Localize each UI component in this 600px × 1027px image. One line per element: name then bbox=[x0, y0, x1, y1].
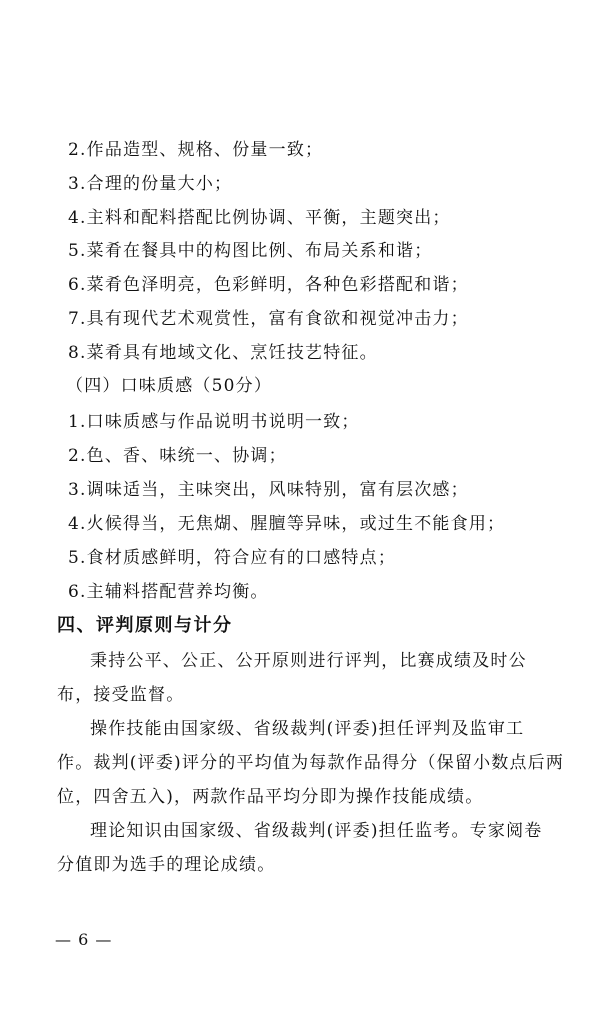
criteria-item: 3.调味适当，主味突出，风味特别，富有层次感； bbox=[68, 480, 469, 500]
paragraph-line: 分值即为选手的理论成绩。 bbox=[57, 855, 276, 875]
criteria-item: 4.火候得当，无焦煳、腥膻等异味，或过生不能食用； bbox=[68, 514, 506, 534]
criteria-item: 3.合理的份量大小； bbox=[68, 174, 233, 194]
criteria-item: 1.口味质感与作品说明书说明一致； bbox=[68, 412, 360, 432]
criteria-item: 5.菜肴在餐具中的构图比例、布局关系和谐； bbox=[68, 241, 433, 261]
paragraph-line: 布，接受监督。 bbox=[57, 685, 185, 705]
subsection-title: （四）口味质感（50分） bbox=[66, 376, 273, 396]
criteria-item: 2.色、香、味统一、协调； bbox=[68, 446, 287, 466]
section-title: 四、评判原则与计分 bbox=[57, 615, 233, 636]
criteria-item: 6.菜肴色泽明亮，色彩鲜明，各种色彩搭配和谐； bbox=[68, 275, 469, 295]
paragraph-line: 秉持公平、公正、公开原则进行评判，比赛成绩及时公 bbox=[90, 651, 527, 671]
criteria-item: 5.食材质感鲜明，符合应有的口感特点； bbox=[68, 548, 397, 568]
criteria-item: 7.具有现代艺术观赏性，富有食欲和视觉冲击力； bbox=[68, 309, 469, 329]
paragraph-line: 操作技能由国家级、省级裁判(评委)担任评判及监审工 bbox=[90, 719, 525, 739]
page-number: — 6 — bbox=[55, 930, 113, 949]
criteria-item: 8.菜肴具有地域文化、烹饪技艺特征。 bbox=[68, 343, 378, 363]
paragraph-line: 理论知识由国家级、省级裁判(评委)担任监考。专家阅卷 bbox=[90, 821, 543, 841]
criteria-item: 6.主辅料搭配营养均衡。 bbox=[68, 582, 269, 602]
criteria-item: 4.主料和配料搭配比例协调、平衡，主题突出； bbox=[68, 208, 451, 228]
paragraph-line: 作。裁判(评委)评分的平均值为每款作品得分（保留小数点后两 bbox=[57, 753, 565, 773]
criteria-item: 2.作品造型、规格、份量一致； bbox=[68, 140, 324, 160]
paragraph-line: 位，四舍五入)，两款作品平均分即为操作技能成绩。 bbox=[57, 787, 484, 807]
